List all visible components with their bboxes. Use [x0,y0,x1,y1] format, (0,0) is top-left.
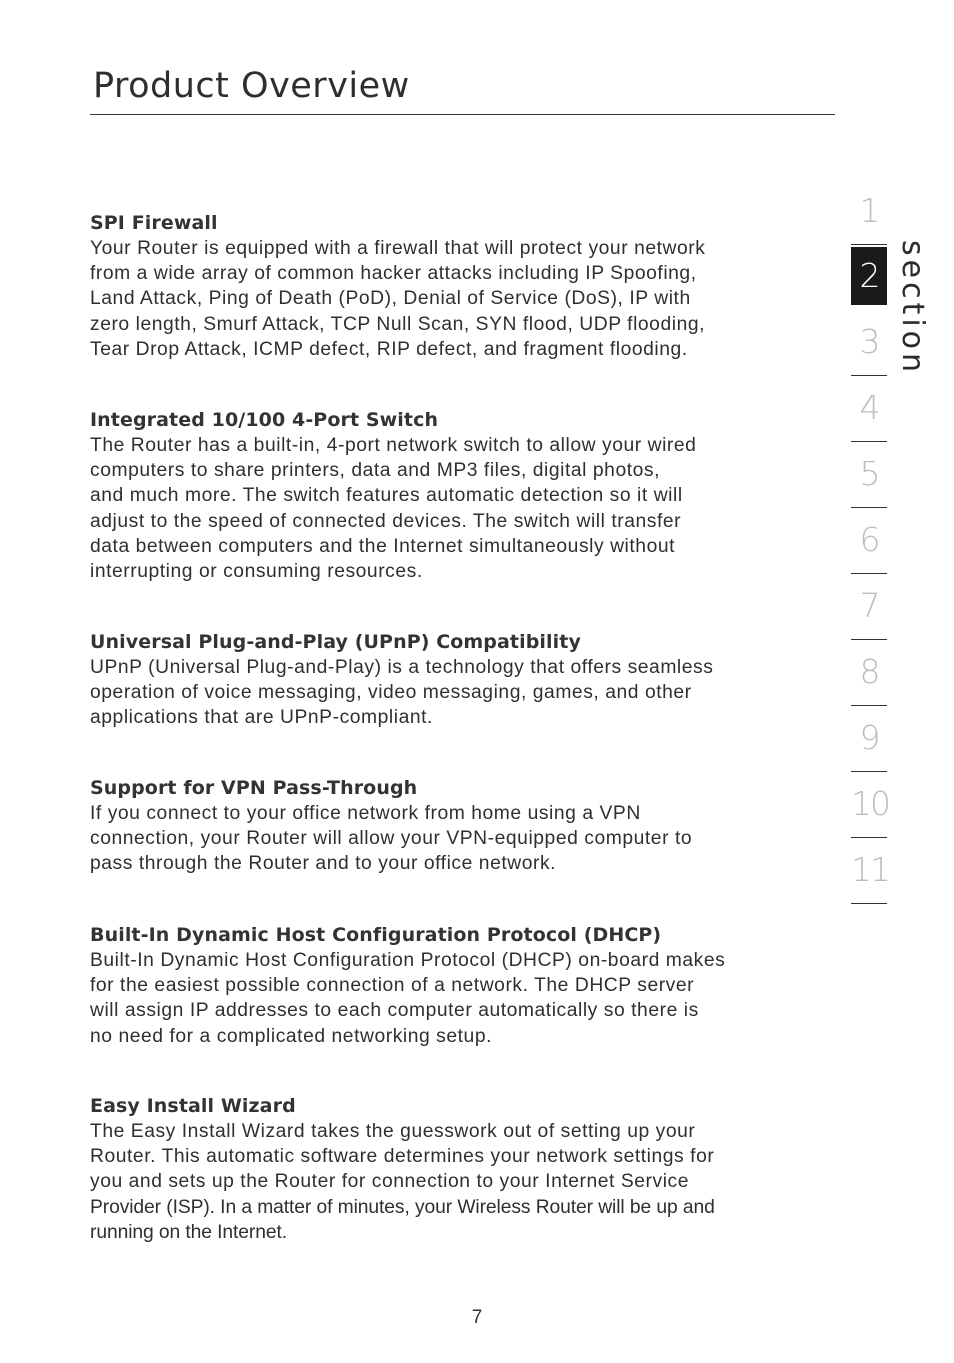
section-nav-item-11[interactable]: 11 [851,839,887,904]
section-nav-item-6[interactable]: 6 [851,509,887,574]
section-nav-item-2-active[interactable]: 2 [851,247,887,305]
section-nav [851,180,887,905]
section-heading: Built-In Dynamic Host Configuration Protocol (DHCP) [90,924,662,946]
section-nav-item-8[interactable]: 8 [851,641,887,706]
section-heading: SPI Firewall [90,212,218,234]
section-body: UPnP (Universal Plug-and-Play) is a technology that offers seamless operation of voice messaging, video messaging, games, and other applications that are UPnP-compliant. [90,657,714,729]
section-nav-item-1[interactable]: 1 [851,180,887,245]
section-body-tail-text: Provider (ISP). In a matter of minutes, your Wireless Router will be up and running on the Internet. [90,1196,715,1243]
section-label: section [895,240,930,377]
section-nav-item-7[interactable]: 7 [851,575,887,640]
section-heading: Easy Install Wizard [90,1095,296,1117]
section-heading: Support for VPN Pass-Through [90,777,418,799]
section-integrated-switch [90,407,696,584]
section-spi-firewall [90,210,705,362]
section-body: The Easy Install Wizard takes the guesswork out of setting up your Router. This automatic software determines your network settings for you and sets up the Router for connection to your Internet Service [90,1121,715,1193]
page-header [90,60,835,115]
section-dhcp [90,922,725,1049]
section-body: If you connect to your office network from home using a VPN connection, your Router will allow your VPN-equipped computer to pass through the Router and to your office network. [90,803,693,875]
section-upnp [90,629,713,731]
section-body: Built-In Dynamic Host Configuration Protocol (DHCP) on-board makes for the easiest possible connection of a network. The DHCP server will assign IP addresses to each computer automatically so there is no need for a complicated networking setup. [90,950,726,1047]
section-nav-item-3[interactable]: 3 [851,311,887,376]
section-heading: Universal Plug-and-Play (UPnP) Compatibility [90,631,581,653]
page-title: Product Overview [93,66,410,106]
section-body: The Router has a built-in, 4-port network switch to allow your wired computers to share printers, data and MP3 files, digital photos, and much more. The switch features automatic detection so it will adjust to the speed of connected devices. The switch will transfer data between computers and the Internet simultaneously without interrupting or consuming resources. [90,435,697,583]
section-nav-item-9[interactable]: 9 [851,707,887,772]
section-body-tail [90,1195,715,1245]
section-nav-item-4[interactable]: 4 [851,377,887,442]
section-vpn [90,775,692,877]
section-easy-install-wizard [90,1093,715,1245]
section-heading: Integrated 10/100 4-Port Switch [90,409,439,431]
page-number: 7 [471,1307,483,1328]
section-body: Your Router is equipped with a firewall that will protect your network from a wide array of common hacker attacks including IP Spoofing, Land Attack, Ping of Death (PoD), Denial of Service (DoS), IP with zero length, Smurf Attack, TCP Null Scan, SYN flood, UDP flooding, Tear Drop Attack, ICMP defect, RIP defect, and fragment flooding. [90,238,706,360]
section-nav-item-5[interactable]: 5 [851,443,887,508]
section-nav-item-10[interactable]: 10 [851,773,887,838]
